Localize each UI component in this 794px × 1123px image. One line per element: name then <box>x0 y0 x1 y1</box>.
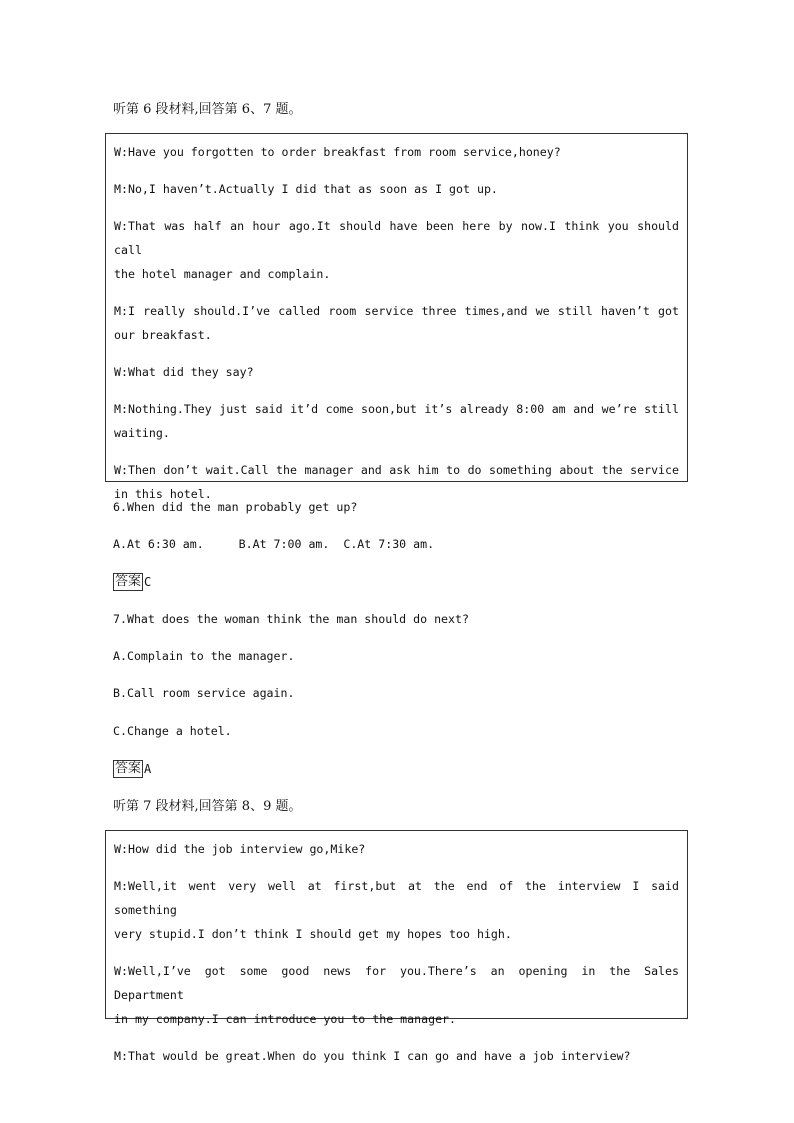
dialogue-line: waiting. <box>114 426 170 440</box>
dialogue-line: W:Then don’t wait.Call the manager and ask him to do something about the service <box>114 463 679 477</box>
dialogue-line: W:How did the job interview go,Mike? <box>114 842 366 856</box>
dialogue-line: very stupid.I don’t think I should get my hopes too high. <box>114 927 512 941</box>
answer-value: A <box>144 762 152 776</box>
dialogue-line: M:That would be great.When do you think I can go and have a job interview? <box>114 1049 631 1063</box>
dialogue-turn <box>114 959 679 1031</box>
dialogue-line: M:No,I haven’t.Actually I did that as soon as I got up. <box>114 182 498 196</box>
question-6-options: A.At 6:30 am. B.At 7:00 am. C.At 7:30 am. <box>113 537 435 551</box>
dialogue-line: in my company.I can introduce you to the manager. <box>114 1012 457 1026</box>
section6-dialogue-box <box>105 133 688 501</box>
answer-label: 答案 <box>115 761 142 776</box>
question-7-option-a: A.Complain to the manager. <box>113 649 295 663</box>
dialogue-turn <box>114 299 679 347</box>
question-7: 7.What does the woman think the man should do next? <box>113 612 469 626</box>
question-6-answer <box>113 573 151 591</box>
dialogue-turn <box>114 874 679 946</box>
turn-spacer <box>114 201 679 214</box>
section7-dialogue-box <box>105 830 688 1063</box>
dialogue-turn <box>114 177 679 201</box>
dialogue-line: in this hotel. <box>114 487 212 501</box>
dialogue-line: the hotel manager and complain. <box>114 267 331 281</box>
dialogue-turn <box>114 140 679 164</box>
answer-label: 答案 <box>115 574 142 589</box>
dialogue-turn <box>114 214 679 286</box>
dialogue-line: M:Nothing.They just said it’d come soon,but it’s already 8:00 am and we’re still <box>114 402 679 416</box>
turn-spacer <box>114 384 679 397</box>
turn-spacer <box>114 347 679 360</box>
question-7-option-c: C.Change a hotel. <box>113 724 232 738</box>
turn-spacer <box>114 861 679 874</box>
dialogue-line: our breakfast. <box>114 328 212 342</box>
dialogue-turn <box>114 397 679 445</box>
dialogue-line: W:That was half an hour ago.It should have been here by now.I think you should call <box>114 219 679 257</box>
turn-spacer <box>114 445 679 458</box>
question-7-option-b: B.Call room service again. <box>113 686 295 700</box>
turn-spacer <box>114 946 679 959</box>
dialogue-turn <box>114 837 679 861</box>
answer-value: C <box>144 575 152 589</box>
dialogue-line: W:What did they say? <box>114 365 254 379</box>
dialogue-line: W:Well,I’ve got some good news for you.There’s an opening in the Sales Department <box>114 964 679 1002</box>
dialogue-line: W:Have you forgotten to order breakfast from room service,honey? <box>114 145 561 159</box>
dialogue-turn <box>114 458 679 506</box>
dialogue-line: M:Well,it went very well at first,but at the end of the interview I said something <box>114 879 679 917</box>
dialogue-line: M:I really should.I’ve called room service three times,and we still haven’t got <box>114 304 679 318</box>
section7-heading: 听第 7 段材料,回答第 8、9 题。 <box>113 799 302 814</box>
question-7-answer <box>113 760 151 778</box>
section6-heading: 听第 6 段材料,回答第 6、7 题。 <box>113 102 302 117</box>
turn-spacer <box>114 1031 679 1044</box>
dialogue-turn <box>114 360 679 384</box>
turn-spacer <box>114 164 679 177</box>
dialogue-turn <box>114 1044 679 1068</box>
turn-spacer <box>114 286 679 299</box>
question-6: 6.When did the man probably get up? <box>113 500 358 514</box>
